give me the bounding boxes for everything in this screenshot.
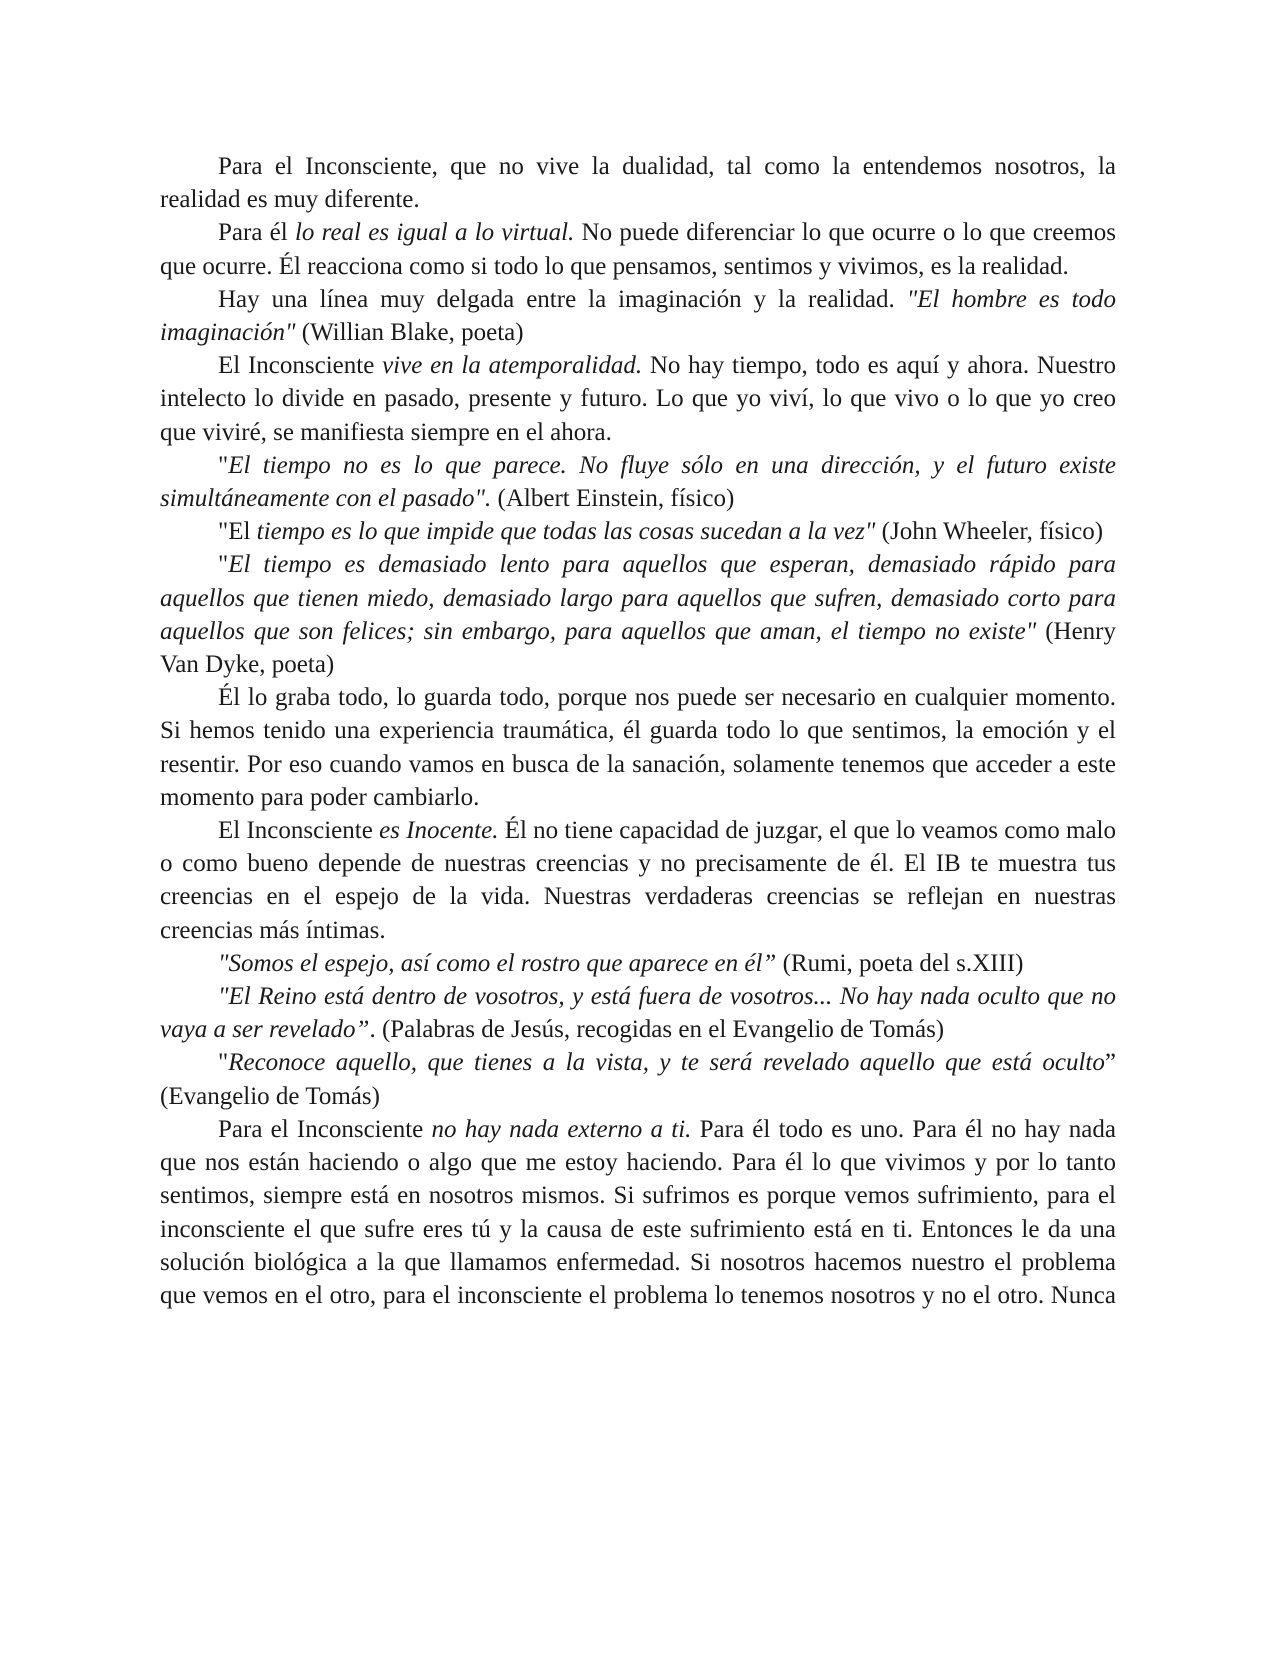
italic-segment: es Inocente. <box>379 817 499 845</box>
paragraph-11 <box>160 980 1116 1046</box>
paragraph-3 <box>160 283 1116 349</box>
text-segment: . (Palabras de Jesús, recogidas en el Evangelio de Tomás) <box>369 1016 945 1044</box>
italic-segment: "El Reino está dentro de vosotros, y está fuera de vosotros... No hay nada oculto que no vaya a ser revelado” <box>160 983 1116 1044</box>
text-segment: (Albert Einstein, físico) <box>491 485 735 513</box>
paragraph-1 <box>160 150 1116 216</box>
text-segment: Él no tiene capacidad de juzgar, el que lo veamos como malo o como bueno depende de nuestras creencias y no precisamente de él. El IB te muestra tus creencias en el espejo de la vida. Nuestras verdaderas creencias se reflejan en nuestras creencias más íntimas. <box>160 817 1116 944</box>
italic-segment: El tiempo no es lo que parece. No fluye sólo en una dirección, y el futuro existe simultáneamente con el pasado". <box>160 451 1116 513</box>
text-segment: Para el Inconsciente <box>218 1115 432 1143</box>
paragraph-6 <box>160 515 1116 548</box>
italic-segment: Reconoce aquello, que tienes a la vista, y te será revelado aquello que está oculto <box>228 1049 1105 1077</box>
document-page <box>160 150 1116 1312</box>
paragraph-4 <box>160 349 1116 449</box>
paragraph-10 <box>160 947 1116 980</box>
paragraph-2 <box>160 216 1116 282</box>
paragraph-8 <box>160 681 1116 814</box>
text-segment: No hay tiempo, todo es aquí y ahora. Nuestro intelecto lo divide en pasado, presente y futuro. Lo que yo viví, lo que vivo o lo que yo creo que viviré, se manifiesta siempre en el ahora. <box>160 352 1116 446</box>
italic-segment: no hay nada externo a ti. <box>431 1115 692 1143</box>
text-segment: " <box>218 551 229 579</box>
text-segment: El Inconsciente <box>218 817 380 845</box>
paragraph-12 <box>160 1046 1116 1112</box>
text-segment: "El <box>218 518 257 546</box>
italic-segment: lo real es igual a lo virtual. <box>294 219 575 247</box>
paragraph-13 <box>160 1113 1116 1312</box>
text-segment: ” (Evangelio de Tomás) <box>160 1049 1116 1110</box>
italic-segment: tiempo es lo que impide que todas las cosas sucedan a la vez" <box>256 518 876 546</box>
text-segment: " <box>218 1049 229 1077</box>
italic-segment: vive en la atemporalidad. <box>382 352 643 380</box>
text-segment: (John Wheeler, físico) <box>875 518 1104 546</box>
text-segment: " <box>218 451 229 479</box>
paragraph-9 <box>160 814 1116 947</box>
text-segment: No puede diferenciar lo que ocurre o lo que creemos que ocurre. Él reacciona como si todo lo que pensamos, sentimos y vivimos, es la realidad. <box>160 219 1116 280</box>
italic-segment: "Somos el espejo, así como el rostro que aparece en él” <box>218 949 777 977</box>
text-segment: Para él <box>218 219 295 247</box>
text-segment: Hay una línea muy delgada entre la imaginación y la realidad. <box>218 285 907 313</box>
text-segment: (Henry Van Dyke, poeta) <box>160 617 1117 679</box>
italic-segment: "El hombre es todo imaginación" <box>160 285 1117 347</box>
text-segment: Él lo graba todo, lo guarda todo, porque nos puede ser necesario en cualquier momento. Si hemos tenido una experiencia traumática, él guarda todo lo que sentimos, la emoción y el resentir. Por eso cuando vamos en busca de la sanación, solamente tenemos que acceder a este momento para poder cambiarlo. <box>160 684 1116 811</box>
paragraph-5 <box>160 449 1116 515</box>
text-segment: (Rumi, poeta del s.XIII) <box>776 949 1024 977</box>
italic-segment: El tiempo es demasiado lento para aquellos que esperan, demasiado rápido para aquellos que tienen miedo, demasiado largo para aquellos que sufren, demasiado corto para aquellos que son felices; sin embargo, para aquellos que aman, el tiempo no existe" <box>160 551 1116 645</box>
text-segment: Para él todo es uno. Para él no hay nada que nos están haciendo o algo que me estoy haciendo. Para él lo que vivimos y por lo tanto sentimos, siempre está en nosotros mismos. Si sufrimos es porque vemos sufrimiento, para el inconsciente el que sufre eres tú y la causa de este sufrimiento está en ti. Entonces le da una solución biológica a la que llamamos enfermedad. Si nosotros hacemos nuestro el problema que vemos en el otro, para el inconsciente el problema lo tenemos nosotros y no el otro. Nunca <box>160 1115 1117 1309</box>
text-segment: Para el Inconsciente, que no vive la dualidad, tal como la entendemos nosotros, la realidad es muy diferente. <box>160 153 1116 214</box>
paragraph-7 <box>160 548 1116 681</box>
text-segment: (Willian Blake, poeta) <box>295 319 524 347</box>
text-segment: El Inconsciente <box>218 352 383 380</box>
